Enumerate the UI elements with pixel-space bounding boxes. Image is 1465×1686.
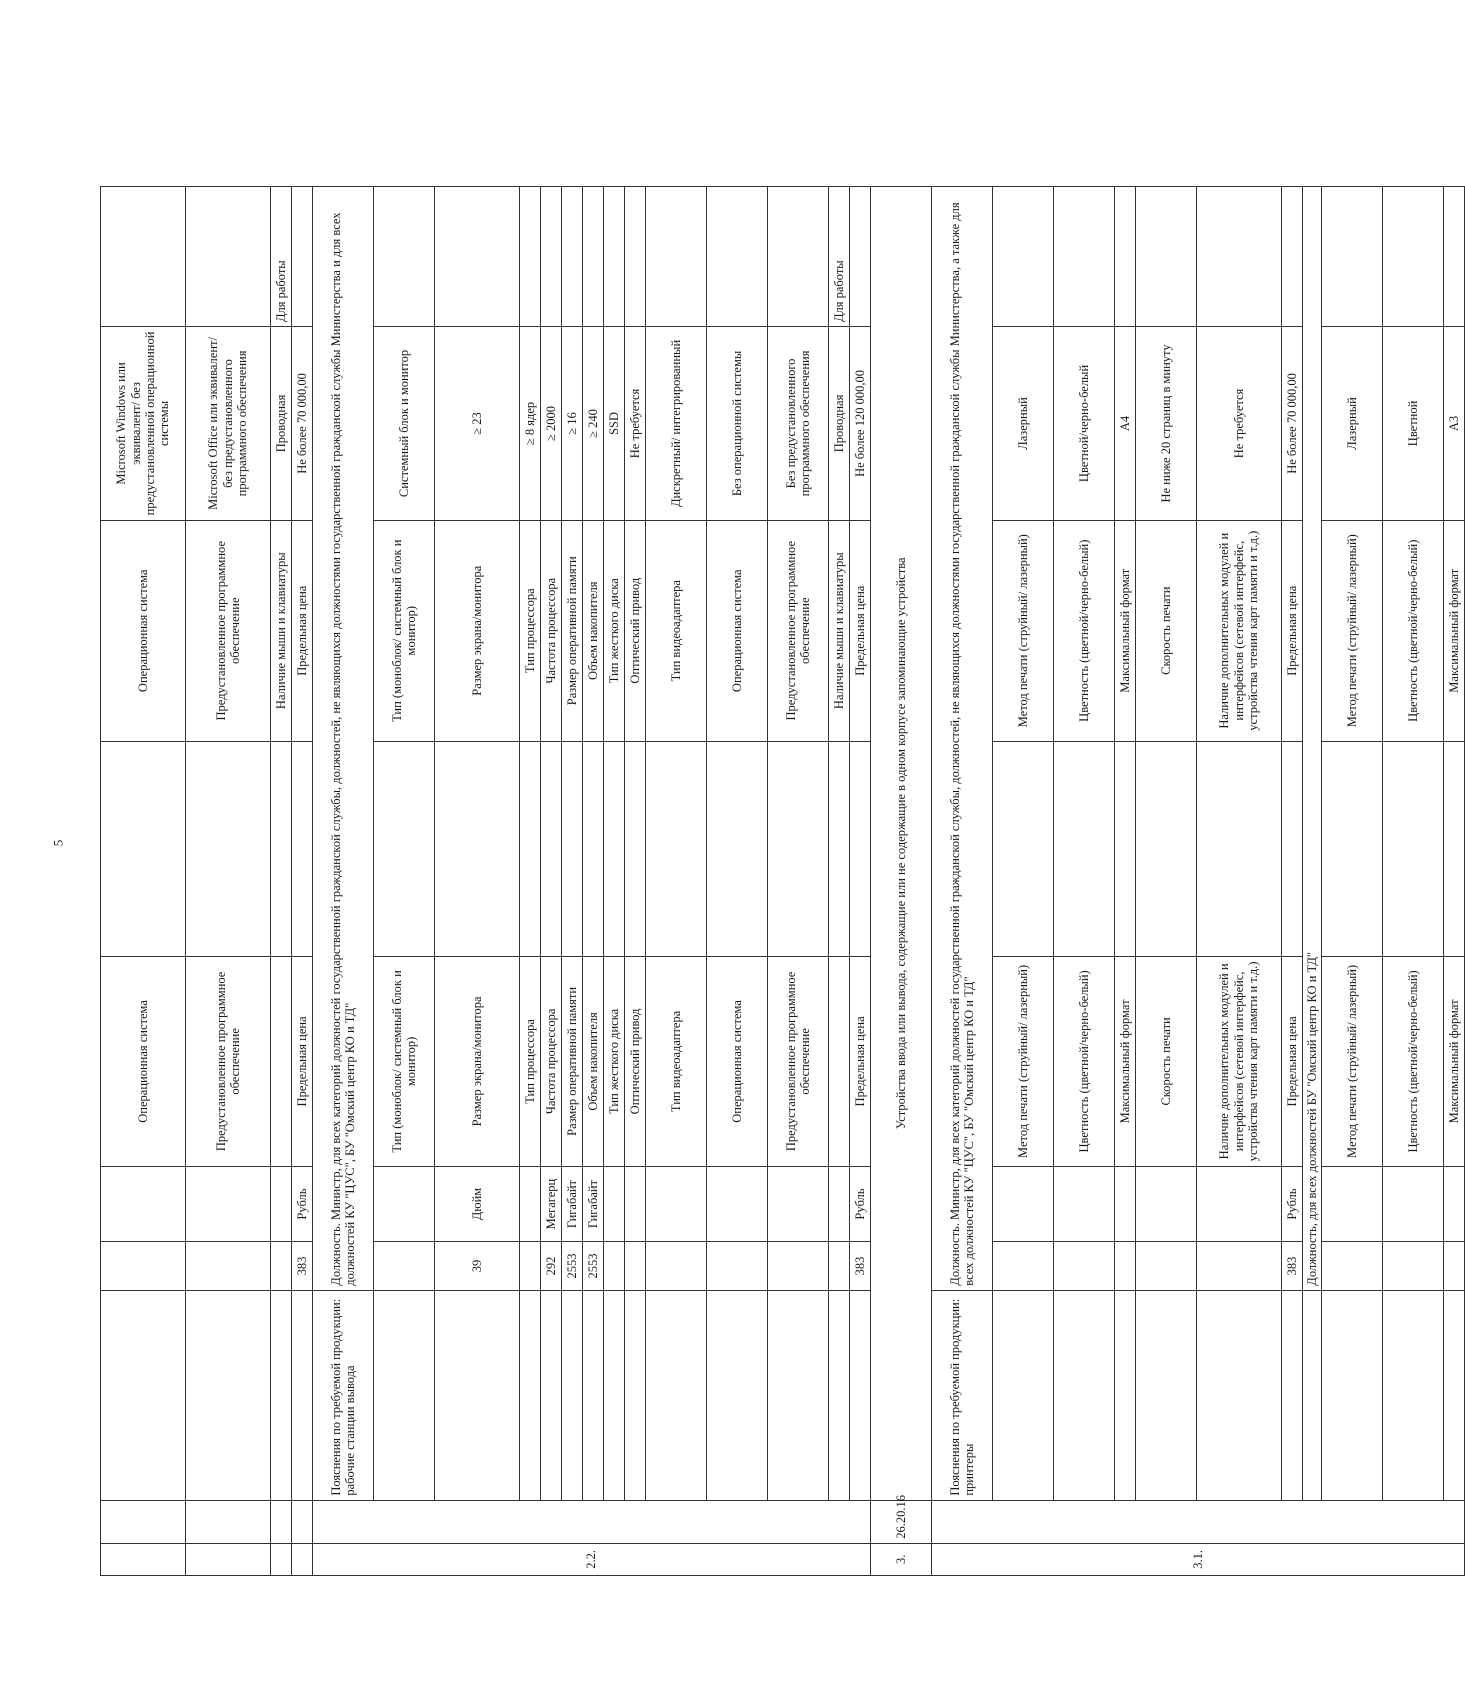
table-row	[1322, 187, 1383, 1576]
table-cell	[541, 187, 562, 327]
table-row	[871, 187, 932, 1576]
table-cell	[1054, 1242, 1115, 1290]
characteristic-cell: Оптический привод	[625, 520, 646, 741]
characteristic-cell: Предельная цена	[850, 520, 871, 741]
table-cell	[1322, 1166, 1383, 1241]
table-cell: Рубль	[850, 1166, 871, 1241]
characteristic-cell: Максимальный формат	[1115, 520, 1136, 741]
table-cell: 383	[850, 1242, 871, 1290]
characteristic-cell: Объем накопителя	[583, 956, 604, 1166]
value-cell: Системный блок и монитор	[374, 327, 435, 521]
table-cell	[1322, 1290, 1383, 1500]
table-cell	[583, 741, 604, 956]
characteristic-cell: Предельная цена	[1282, 520, 1303, 741]
table-row	[541, 187, 562, 1576]
table-cell	[1115, 1166, 1136, 1241]
table-cell	[604, 1242, 625, 1290]
characteristic-cell: Операционная система	[707, 956, 768, 1166]
table-cell	[1197, 1166, 1282, 1241]
table-row	[520, 187, 541, 1576]
table-cell: Рубль	[1282, 1166, 1303, 1241]
okpd-code: 26.20.16	[871, 1500, 932, 1543]
table-row	[604, 187, 625, 1576]
table-cell	[101, 1500, 186, 1543]
table-cell	[101, 187, 186, 327]
table-cell	[604, 741, 625, 956]
table-cell	[850, 187, 871, 327]
table-cell	[604, 187, 625, 327]
table-cell	[1383, 741, 1444, 956]
characteristic-cell: Предельная цена	[850, 956, 871, 1166]
value-cell: ≥ 2000	[541, 327, 562, 521]
table-cell	[186, 1242, 271, 1290]
characteristic-cell: Наличие дополнительных модулей и интерфейсов (сетевой интерфейс, устройства чтения карт памяти и т.д.)	[1197, 956, 1282, 1166]
characteristic-cell: Метод печати (струйный/ лазерный)	[993, 956, 1054, 1166]
table-cell	[707, 741, 768, 956]
table-cell	[604, 1166, 625, 1241]
table-cell	[1136, 1166, 1197, 1241]
value-cell: Microsoft Office или эквивалент/ без предустановленного программного обеспечения	[186, 327, 271, 521]
table-row	[435, 187, 520, 1576]
table-cell	[625, 187, 646, 327]
table-row	[1303, 187, 1322, 1576]
table-cell	[435, 187, 520, 327]
table-cell	[1197, 1290, 1282, 1500]
table-cell	[292, 1290, 313, 1500]
section-number: 3.1.	[932, 1543, 1465, 1575]
table-cell: 2553	[562, 1242, 583, 1290]
table-cell	[625, 1290, 646, 1500]
table-row	[1136, 187, 1197, 1576]
position-span: Должность. Министр, для всех категорий должностей государственной гражданской службы, должностей, не являющихся должностями государственной гражданской службы Министерства и для всех должностей КУ "ЦУС", БУ "Омский центр КО и ТД"	[313, 187, 374, 1291]
table-cell: Дюйм	[435, 1166, 520, 1241]
table-cell	[186, 1166, 271, 1241]
table-cell	[1383, 1166, 1444, 1241]
table-cell	[1444, 741, 1465, 956]
table-cell	[292, 187, 313, 327]
value-cell: Лазерный	[1322, 327, 1383, 521]
value-cell: Лазерный	[993, 327, 1054, 521]
table-cell	[374, 1290, 435, 1500]
table-row	[932, 187, 993, 1576]
characteristic-cell: Объем накопителя	[583, 520, 604, 741]
table-row	[374, 187, 435, 1576]
table-cell	[292, 1543, 313, 1575]
table-row	[625, 187, 646, 1576]
page-number: 5	[50, 839, 66, 847]
table-cell	[1115, 1290, 1136, 1500]
table-cell	[1136, 1290, 1197, 1500]
characteristic-cell: Максимальный формат	[1115, 956, 1136, 1166]
table-cell	[1115, 187, 1136, 327]
table-cell: 39	[435, 1242, 520, 1290]
table-cell: 383	[1282, 1242, 1303, 1290]
table-cell	[1197, 741, 1282, 956]
table-cell	[625, 1242, 646, 1290]
characteristic-cell: Предустановленное программное обеспечение	[768, 956, 829, 1166]
table-row	[313, 187, 374, 1576]
table-cell: 292	[541, 1242, 562, 1290]
table-cell	[1322, 187, 1383, 327]
table-cell: Гигабайт	[562, 1166, 583, 1241]
table-row	[1383, 187, 1444, 1576]
table-cell	[186, 1500, 271, 1543]
table-cell	[292, 1500, 313, 1543]
section-explanation: Пояснения по требуемой продукции: рабочие станции вывода	[313, 1290, 374, 1500]
table-cell	[1444, 1166, 1465, 1241]
table-row	[993, 187, 1054, 1576]
table-cell	[520, 1166, 541, 1241]
table-cell	[829, 1166, 850, 1241]
table-cell	[374, 187, 435, 327]
characteristic-cell	[829, 956, 850, 1166]
table-row	[768, 187, 829, 1576]
table-cell	[101, 741, 186, 956]
table-cell	[625, 1166, 646, 1241]
table-cell	[520, 741, 541, 956]
table-cell	[1282, 187, 1303, 327]
table-body	[101, 187, 1465, 1576]
value-cell: Без операционной системы	[707, 327, 768, 521]
table-cell	[829, 1242, 850, 1290]
characteristic-cell: Наличие дополнительных модулей и интерфейсов (сетевой интерфейс, устройства чтения карт памяти и т.д.)	[1197, 520, 1282, 741]
table-cell	[520, 1242, 541, 1290]
characteristic-cell: Тип жесткого диска	[604, 956, 625, 1166]
table-cell	[1383, 1290, 1444, 1500]
position-span: Должность. Министр, для всех категорий должностей государственной гражданской службы, должностей, не являющихся должностями государственной гражданской службы Министерства, а также для всех должностей КУ "ЦУС", БУ "Омский центр КО и ТД"	[932, 187, 993, 1291]
table-cell	[186, 187, 271, 327]
characteristic-cell: Метод печати (струйный/ лазерный)	[1322, 956, 1383, 1166]
characteristic-cell: Наличие мыши и клавиатуры	[271, 520, 292, 741]
table-cell	[292, 741, 313, 956]
table-cell: 2553	[583, 1242, 604, 1290]
characteristic-cell: Тип видеоадаптера	[646, 520, 707, 741]
table-row	[562, 187, 583, 1576]
table-cell	[435, 741, 520, 956]
characteristic-cell: Тип жесткого диска	[604, 520, 625, 741]
characteristic-cell: Предустановленное программное обеспечение	[186, 956, 271, 1166]
table-cell: Для работы	[829, 187, 850, 327]
table-cell	[1383, 1242, 1444, 1290]
table-cell	[1054, 1166, 1115, 1241]
table-cell	[707, 1290, 768, 1500]
table-cell	[1136, 1242, 1197, 1290]
characteristic-cell: Размер оперативной памяти	[562, 520, 583, 741]
characteristic-cell: Тип процессора	[520, 956, 541, 1166]
characteristic-cell: Предельная цена	[1282, 956, 1303, 1166]
table-cell	[520, 1290, 541, 1500]
characteristic-cell: Размер экрана/монитора	[435, 520, 520, 741]
table-row	[829, 187, 850, 1576]
table-cell	[646, 1166, 707, 1241]
table-cell	[768, 1166, 829, 1241]
value-cell: ≥ 16	[562, 327, 583, 521]
table-cell	[1054, 1290, 1115, 1500]
table-cell	[1136, 741, 1197, 956]
characteristic-cell: Размер оперативной памяти	[562, 956, 583, 1166]
table-cell: 383	[292, 1242, 313, 1290]
table-row	[583, 187, 604, 1576]
table-cell	[101, 1166, 186, 1241]
table-cell	[374, 741, 435, 956]
value-cell: Не более 70 000,00	[292, 327, 313, 521]
table-row	[1444, 187, 1465, 1576]
value-cell: Проводная	[829, 327, 850, 521]
characteristic-cell: Размер экрана/монитора	[435, 956, 520, 1166]
characteristic-cell: Операционная система	[707, 520, 768, 741]
table-cell	[707, 187, 768, 327]
table-cell	[850, 741, 871, 956]
table-cell	[271, 1242, 292, 1290]
characteristic-cell: Тип (моноблок/ системный блок и монитор)	[374, 956, 435, 1166]
characteristic-cell: Тип (моноблок/ системный блок и монитор)	[374, 520, 435, 741]
table-cell	[993, 741, 1054, 956]
table-cell	[1197, 187, 1282, 327]
characteristic-cell: Цветность (цветной/черно-белый)	[1383, 956, 1444, 1166]
value-cell: Не требуется	[1197, 327, 1282, 521]
table-cell	[435, 1290, 520, 1500]
table-cell	[829, 1290, 850, 1500]
section-number: 3.	[871, 1543, 932, 1575]
table-cell	[1282, 1290, 1303, 1500]
characteristic-cell	[271, 956, 292, 1166]
table-cell	[993, 1242, 1054, 1290]
value-cell: Дискретный/ интегрированный	[646, 327, 707, 521]
table-cell	[313, 1500, 871, 1543]
table-cell	[768, 1290, 829, 1500]
position-span: Должность, для всех должностей БУ "Омский центр КО и ТД"	[1303, 187, 1322, 1291]
characteristic-cell: Оптический привод	[625, 956, 646, 1166]
table-cell	[993, 1166, 1054, 1241]
table-row	[1197, 187, 1282, 1576]
table-row	[186, 187, 271, 1576]
value-cell: ≥ 23	[435, 327, 520, 521]
table-cell	[646, 1242, 707, 1290]
table-cell	[1322, 741, 1383, 956]
table-row	[850, 187, 871, 1576]
table-cell	[1322, 1242, 1383, 1290]
table-cell	[520, 187, 541, 327]
table-cell	[541, 1290, 562, 1500]
table-cell	[646, 741, 707, 956]
table-cell	[562, 741, 583, 956]
table-cell	[1197, 1242, 1282, 1290]
table-cell	[604, 1290, 625, 1500]
characteristic-cell: Операционная система	[101, 956, 186, 1166]
requirements-table	[100, 186, 1465, 1576]
table-cell	[707, 1242, 768, 1290]
value-cell: А3	[1444, 327, 1465, 521]
characteristic-cell: Скорость печати	[1136, 956, 1197, 1166]
characteristic-cell: Предустановленное программное обеспечение	[186, 520, 271, 741]
table-cell	[768, 741, 829, 956]
table-cell	[1054, 187, 1115, 327]
characteristic-cell: Предельная цена	[292, 520, 313, 741]
value-cell: Цветной/черно-белый	[1054, 327, 1115, 521]
section-explanation: Пояснения по требуемой продукции: принтеры	[932, 1290, 993, 1500]
table-cell: Гигабайт	[583, 1166, 604, 1241]
section-number: 2.2.	[313, 1543, 871, 1575]
characteristic-cell: Цветность (цветной/черно-белый)	[1054, 520, 1115, 741]
value-cell: А4	[1115, 327, 1136, 521]
table-row	[101, 187, 186, 1576]
value-cell: Microsoft Windows или эквивалент/ без предустановленной операционной системы	[101, 327, 186, 521]
characteristic-cell: Скорость печати	[1136, 520, 1197, 741]
table-cell	[1303, 1290, 1322, 1500]
characteristic-cell: Тип процессора	[520, 520, 541, 741]
characteristic-cell: Предельная цена	[292, 956, 313, 1166]
table-cell	[562, 1290, 583, 1500]
table-cell	[271, 1290, 292, 1500]
table-cell	[646, 1290, 707, 1500]
table-cell	[850, 1290, 871, 1500]
table-cell: Для работы	[271, 187, 292, 327]
table-cell	[186, 1290, 271, 1500]
table-cell	[562, 187, 583, 327]
table-row	[1054, 187, 1115, 1576]
value-cell: Не требуется	[625, 327, 646, 521]
table-cell	[993, 187, 1054, 327]
table-cell	[1115, 741, 1136, 956]
table-cell	[271, 1500, 292, 1543]
section-title: Устройства ввода или вывода, содержащие или не содержащие в одном корпусе запоминающие устройства	[871, 187, 932, 1501]
characteristic-cell: Тип видеоадаптера	[646, 956, 707, 1166]
table-cell: Рубль	[292, 1166, 313, 1241]
table-row	[271, 187, 292, 1576]
table-cell	[583, 187, 604, 327]
characteristic-cell: Предустановленное программное обеспечение	[768, 520, 829, 741]
value-cell: Цветной	[1383, 327, 1444, 521]
table-row	[1282, 187, 1303, 1576]
value-cell: ≥ 240	[583, 327, 604, 521]
table-cell	[707, 1166, 768, 1241]
characteristic-cell: Цветность (цветной/черно-белый)	[1383, 520, 1444, 741]
table-cell	[1383, 187, 1444, 327]
table-cell	[271, 1543, 292, 1575]
table-cell	[186, 1543, 271, 1575]
table-cell	[271, 741, 292, 956]
characteristic-cell: Частота процессора	[541, 956, 562, 1166]
characteristic-cell: Максимальный формат	[1444, 520, 1465, 741]
table-cell	[541, 741, 562, 956]
table-row	[707, 187, 768, 1576]
table-cell	[1136, 187, 1197, 327]
table-cell	[101, 1242, 186, 1290]
table-cell	[1444, 1290, 1465, 1500]
characteristic-cell: Операционная система	[101, 520, 186, 741]
table-cell	[646, 187, 707, 327]
value-cell: Не более 120 000,00	[850, 327, 871, 521]
table-cell	[271, 1166, 292, 1241]
table-cell	[1444, 1242, 1465, 1290]
value-cell: Без предустановленного программного обеспечения	[768, 327, 829, 521]
table-row	[292, 187, 313, 1576]
table-cell	[932, 1500, 1465, 1543]
characteristic-cell: Частота процессора	[541, 520, 562, 741]
characteristic-cell: Наличие мыши и клавиатуры	[829, 520, 850, 741]
table-row	[1115, 187, 1136, 1576]
table-cell	[374, 1166, 435, 1241]
characteristic-cell: Максимальный формат	[1444, 956, 1465, 1166]
table-cell	[583, 1290, 604, 1500]
characteristic-cell: Метод печати (струйный/ лазерный)	[1322, 520, 1383, 741]
value-cell: SSD	[604, 327, 625, 521]
table-cell: Мегагерц	[541, 1166, 562, 1241]
rotated-document	[100, 186, 1462, 1576]
characteristic-cell: Метод печати (струйный/ лазерный)	[993, 520, 1054, 741]
table-cell	[374, 1242, 435, 1290]
table-cell	[1282, 741, 1303, 956]
value-cell: Не ниже 20 страниц в минуту	[1136, 327, 1197, 521]
characteristic-cell: Цветность (цветной/черно-белый)	[1054, 956, 1115, 1166]
table-cell	[101, 1290, 186, 1500]
table-cell	[768, 1242, 829, 1290]
table-cell	[829, 741, 850, 956]
table-cell	[186, 741, 271, 956]
value-cell: Проводная	[271, 327, 292, 521]
value-cell: Не более 70 000,00	[1282, 327, 1303, 521]
table-cell	[993, 1290, 1054, 1500]
table-cell	[101, 1543, 186, 1575]
table-cell	[1444, 187, 1465, 327]
table-row	[646, 187, 707, 1576]
table-cell	[768, 187, 829, 327]
table-cell	[1054, 741, 1115, 956]
table-cell	[1115, 1242, 1136, 1290]
value-cell: ≥ 8 ядер	[520, 327, 541, 521]
table-cell	[625, 741, 646, 956]
